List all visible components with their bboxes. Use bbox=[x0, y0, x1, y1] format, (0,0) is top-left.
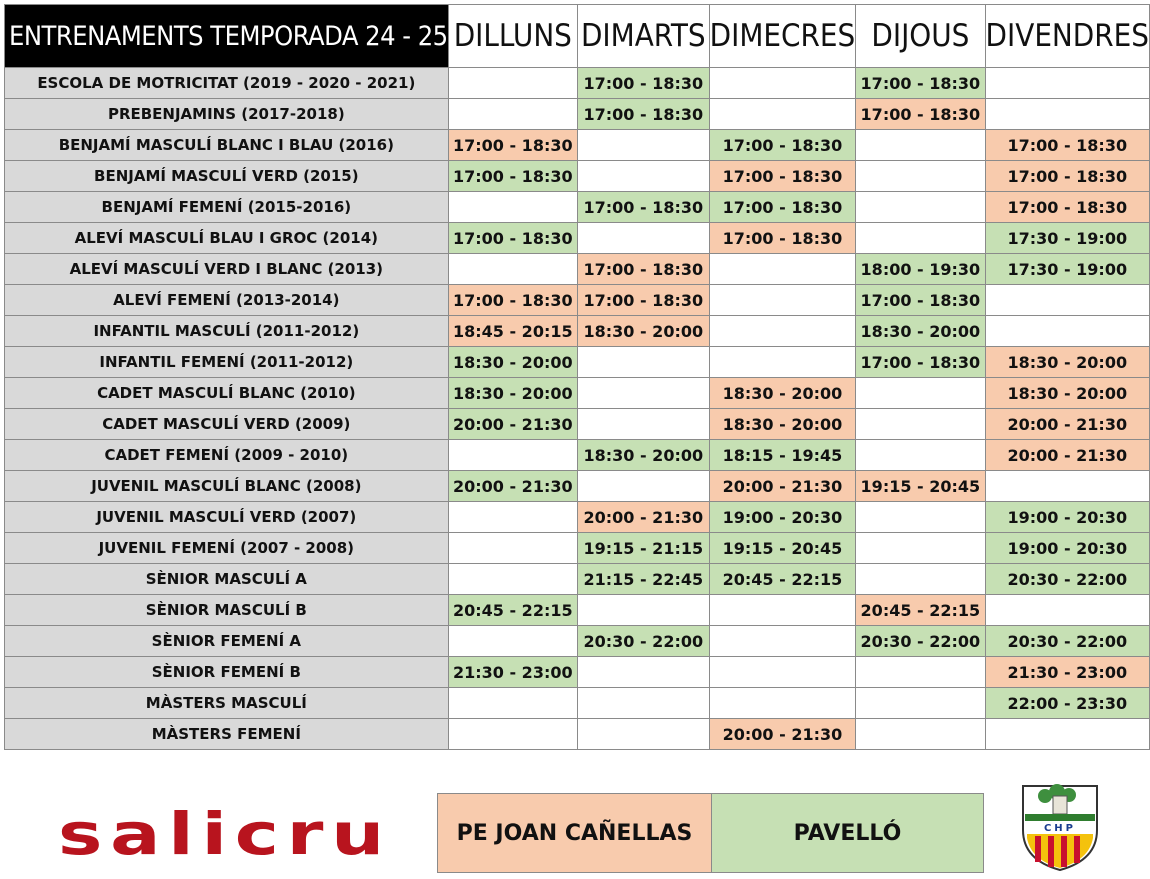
slot-friday-pav: 17:30 - 19:00 bbox=[985, 254, 1149, 285]
slot-friday-empty bbox=[985, 99, 1149, 130]
slot-tuesday-pav: 19:15 - 21:15 bbox=[577, 533, 709, 564]
slot-monday-pav: 17:00 - 18:30 bbox=[448, 223, 577, 254]
slot-thursday-pav: 17:00 - 18:30 bbox=[856, 68, 985, 99]
slot-wednesday-pe: 18:30 - 20:00 bbox=[709, 409, 856, 440]
slot-wednesday-pe: 20:00 - 21:30 bbox=[709, 719, 856, 750]
slot-monday-pe: 17:00 - 18:30 bbox=[448, 130, 577, 161]
table-row bbox=[5, 533, 1150, 564]
slot-tuesday-pav: 17:00 - 18:30 bbox=[577, 68, 709, 99]
slot-wednesday-pav: 20:45 - 22:15 bbox=[709, 564, 856, 595]
team-name: SÈNIOR FEMENÍ A bbox=[5, 626, 449, 657]
table-row bbox=[5, 192, 1150, 223]
schedule-title: ENTRENAMENTS TEMPORADA 24 - 25 bbox=[5, 5, 449, 68]
slot-thursday-pav: 17:00 - 18:30 bbox=[856, 347, 985, 378]
slot-tuesday-pe: 18:30 - 20:00 bbox=[577, 316, 709, 347]
team-name: SÈNIOR MASCULÍ B bbox=[5, 595, 449, 626]
slot-monday-pav: 20:00 - 21:30 bbox=[448, 471, 577, 502]
slot-thursday-pav: 18:00 - 19:30 bbox=[856, 254, 985, 285]
slot-thursday-pav: 20:30 - 22:00 bbox=[856, 626, 985, 657]
slot-tuesday-empty bbox=[577, 409, 709, 440]
schedule-table bbox=[4, 4, 1150, 750]
table-row bbox=[5, 254, 1150, 285]
slot-wednesday-pe: 18:30 - 20:00 bbox=[709, 378, 856, 409]
slot-thursday-empty bbox=[856, 657, 985, 688]
slot-friday-pav: 17:30 - 19:00 bbox=[985, 223, 1149, 254]
slot-wednesday-empty bbox=[709, 595, 856, 626]
table-row bbox=[5, 440, 1150, 471]
slot-friday-pe: 17:00 - 18:30 bbox=[985, 192, 1149, 223]
table-row bbox=[5, 161, 1150, 192]
team-name: MÀSTERS MASCULÍ bbox=[5, 688, 449, 719]
team-name: ESCOLA DE MOTRICITAT (2019 - 2020 - 2021) bbox=[5, 68, 449, 99]
slot-monday-pav: 21:30 - 23:00 bbox=[448, 657, 577, 688]
salicru-logo bbox=[55, 810, 395, 860]
slot-thursday-empty bbox=[856, 161, 985, 192]
team-name: BENJAMÍ MASCULÍ BLANC I BLAU (2016) bbox=[5, 130, 449, 161]
slot-thursday-pav: 17:00 - 18:30 bbox=[856, 285, 985, 316]
sponsor-logo-text: salicru bbox=[58, 810, 392, 860]
slot-wednesday-empty bbox=[709, 626, 856, 657]
team-name: ALEVÍ MASCULÍ VERD I BLANC (2013) bbox=[5, 254, 449, 285]
slot-tuesday-empty bbox=[577, 471, 709, 502]
table-row bbox=[5, 316, 1150, 347]
team-name: JUVENIL MASCULÍ BLANC (2008) bbox=[5, 471, 449, 502]
slot-monday-pav: 18:30 - 20:00 bbox=[448, 378, 577, 409]
slot-tuesday-pe: 17:00 - 18:30 bbox=[577, 254, 709, 285]
team-name: JUVENIL FEMENÍ (2007 - 2008) bbox=[5, 533, 449, 564]
day-header-thursday: DIJOUS bbox=[856, 5, 985, 68]
slot-tuesday-pav: 20:30 - 22:00 bbox=[577, 626, 709, 657]
slot-wednesday-pe: 17:00 - 18:30 bbox=[709, 223, 856, 254]
slot-monday-empty bbox=[448, 564, 577, 595]
table-row bbox=[5, 130, 1150, 161]
slot-friday-pe: 20:00 - 21:30 bbox=[985, 440, 1149, 471]
slot-friday-empty bbox=[985, 595, 1149, 626]
slot-wednesday-empty bbox=[709, 657, 856, 688]
slot-thursday-empty bbox=[856, 440, 985, 471]
slot-friday-pav: 22:00 - 23:30 bbox=[985, 688, 1149, 719]
crest-letters: CHP bbox=[1043, 823, 1077, 834]
slot-thursday-empty bbox=[856, 378, 985, 409]
slot-tuesday-empty bbox=[577, 719, 709, 750]
table-row bbox=[5, 99, 1150, 130]
slot-wednesday-pav: 18:15 - 19:45 bbox=[709, 440, 856, 471]
slot-thursday-empty bbox=[856, 502, 985, 533]
slot-tuesday-pe: 20:00 - 21:30 bbox=[577, 502, 709, 533]
team-name: SÈNIOR MASCULÍ A bbox=[5, 564, 449, 595]
team-name: PREBENJAMINS (2017-2018) bbox=[5, 99, 449, 130]
slot-thursday-empty bbox=[856, 223, 985, 254]
table-row bbox=[5, 688, 1150, 719]
slot-monday-empty bbox=[448, 502, 577, 533]
team-name: ALEVÍ MASCULÍ BLAU I GROC (2014) bbox=[5, 223, 449, 254]
table-row bbox=[5, 285, 1150, 316]
team-name: INFANTIL MASCULÍ (2011-2012) bbox=[5, 316, 449, 347]
table-row bbox=[5, 409, 1150, 440]
slot-wednesday-empty bbox=[709, 316, 856, 347]
day-header-wednesday: DIMECRES bbox=[709, 5, 856, 68]
slot-monday-empty bbox=[448, 688, 577, 719]
slot-thursday-pe: 20:45 - 22:15 bbox=[856, 595, 985, 626]
slot-tuesday-pav: 21:15 - 22:45 bbox=[577, 564, 709, 595]
slot-thursday-empty bbox=[856, 719, 985, 750]
slot-friday-empty bbox=[985, 285, 1149, 316]
schedule-body bbox=[5, 68, 1150, 750]
slot-friday-pe: 17:00 - 18:30 bbox=[985, 161, 1149, 192]
slot-thursday-empty bbox=[856, 533, 985, 564]
table-row bbox=[5, 347, 1150, 378]
team-name: BENJAMÍ FEMENÍ (2015-2016) bbox=[5, 192, 449, 223]
slot-tuesday-pav: 17:00 - 18:30 bbox=[577, 192, 709, 223]
slot-wednesday-pav: 17:00 - 18:30 bbox=[709, 192, 856, 223]
slot-tuesday-empty bbox=[577, 688, 709, 719]
slot-wednesday-pav: 19:15 - 20:45 bbox=[709, 533, 856, 564]
day-header-monday: DILLUNS bbox=[448, 5, 577, 68]
slot-monday-empty bbox=[448, 254, 577, 285]
table-row bbox=[5, 595, 1150, 626]
slot-tuesday-empty bbox=[577, 595, 709, 626]
slot-monday-pav: 18:30 - 20:00 bbox=[448, 347, 577, 378]
slot-thursday-pav: 18:30 - 20:00 bbox=[856, 316, 985, 347]
team-name: MÀSTERS FEMENÍ bbox=[5, 719, 449, 750]
slot-wednesday-empty bbox=[709, 68, 856, 99]
slot-wednesday-empty bbox=[709, 347, 856, 378]
slot-friday-pav: 20:30 - 22:00 bbox=[985, 626, 1149, 657]
table-row bbox=[5, 223, 1150, 254]
slot-tuesday-pav: 18:30 - 20:00 bbox=[577, 440, 709, 471]
slot-monday-pe: 18:45 - 20:15 bbox=[448, 316, 577, 347]
header-row bbox=[5, 5, 1150, 68]
slot-friday-pe: 20:00 - 21:30 bbox=[985, 409, 1149, 440]
table-row bbox=[5, 657, 1150, 688]
slot-friday-empty bbox=[985, 719, 1149, 750]
club-crest-icon bbox=[1015, 780, 1105, 872]
table-row bbox=[5, 719, 1150, 750]
slot-wednesday-pav: 19:00 - 20:30 bbox=[709, 502, 856, 533]
slot-friday-pe: 17:00 - 18:30 bbox=[985, 130, 1149, 161]
slot-thursday-empty bbox=[856, 130, 985, 161]
slot-friday-pav: 19:00 - 20:30 bbox=[985, 533, 1149, 564]
team-name: CADET MASCULÍ BLANC (2010) bbox=[5, 378, 449, 409]
slot-friday-empty bbox=[985, 471, 1149, 502]
slot-monday-empty bbox=[448, 719, 577, 750]
slot-wednesday-pe: 17:00 - 18:30 bbox=[709, 161, 856, 192]
team-name: INFANTIL FEMENÍ (2011-2012) bbox=[5, 347, 449, 378]
slot-friday-empty bbox=[985, 316, 1149, 347]
slot-tuesday-empty bbox=[577, 378, 709, 409]
slot-tuesday-pe: 17:00 - 18:30 bbox=[577, 285, 709, 316]
slot-monday-empty bbox=[448, 68, 577, 99]
slot-wednesday-pe: 20:00 - 21:30 bbox=[709, 471, 856, 502]
slot-thursday-empty bbox=[856, 409, 985, 440]
slot-thursday-pe: 19:15 - 20:45 bbox=[856, 471, 985, 502]
slot-thursday-pe: 17:00 - 18:30 bbox=[856, 99, 985, 130]
table-row bbox=[5, 564, 1150, 595]
team-name: SÈNIOR FEMENÍ B bbox=[5, 657, 449, 688]
slot-friday-pe: 18:30 - 20:00 bbox=[985, 378, 1149, 409]
slot-monday-pav: 20:45 - 22:15 bbox=[448, 595, 577, 626]
slot-monday-empty bbox=[448, 192, 577, 223]
slot-monday-pav: 20:00 - 21:30 bbox=[448, 409, 577, 440]
table-row bbox=[5, 502, 1150, 533]
team-name: CADET MASCULÍ VERD (2009) bbox=[5, 409, 449, 440]
slot-friday-empty bbox=[985, 68, 1149, 99]
table-row bbox=[5, 68, 1150, 99]
slot-wednesday-empty bbox=[709, 688, 856, 719]
slot-wednesday-empty bbox=[709, 254, 856, 285]
slot-tuesday-empty bbox=[577, 161, 709, 192]
slot-friday-pav: 20:30 - 22:00 bbox=[985, 564, 1149, 595]
legend-pe-joan-canellas: PE JOAN CAÑELLAS bbox=[437, 793, 712, 873]
slot-tuesday-pav: 17:00 - 18:30 bbox=[577, 99, 709, 130]
day-header-friday: DIVENDRES bbox=[985, 5, 1149, 68]
slot-monday-empty bbox=[448, 99, 577, 130]
slot-thursday-empty bbox=[856, 688, 985, 719]
slot-friday-pav: 19:00 - 20:30 bbox=[985, 502, 1149, 533]
team-name: ALEVÍ FEMENÍ (2013-2014) bbox=[5, 285, 449, 316]
slot-thursday-empty bbox=[856, 564, 985, 595]
slot-monday-pav: 17:00 - 18:30 bbox=[448, 161, 577, 192]
slot-wednesday-empty bbox=[709, 99, 856, 130]
team-name: BENJAMÍ MASCULÍ VERD (2015) bbox=[5, 161, 449, 192]
slot-monday-pe: 17:00 - 18:30 bbox=[448, 285, 577, 316]
slot-wednesday-pav: 17:00 - 18:30 bbox=[709, 130, 856, 161]
slot-friday-pe: 18:30 - 20:00 bbox=[985, 347, 1149, 378]
slot-wednesday-empty bbox=[709, 285, 856, 316]
slot-tuesday-empty bbox=[577, 223, 709, 254]
slot-tuesday-empty bbox=[577, 347, 709, 378]
slot-monday-empty bbox=[448, 533, 577, 564]
slot-monday-empty bbox=[448, 626, 577, 657]
day-header-tuesday: DIMARTS bbox=[577, 5, 709, 68]
slot-friday-pe: 21:30 - 23:00 bbox=[985, 657, 1149, 688]
table-row bbox=[5, 471, 1150, 502]
slot-thursday-empty bbox=[856, 192, 985, 223]
slot-monday-empty bbox=[448, 440, 577, 471]
slot-tuesday-empty bbox=[577, 130, 709, 161]
team-name: JUVENIL MASCULÍ VERD (2007) bbox=[5, 502, 449, 533]
table-row bbox=[5, 626, 1150, 657]
legend-pavello: PAVELLÓ bbox=[711, 793, 984, 873]
team-name: CADET FEMENÍ (2009 - 2010) bbox=[5, 440, 449, 471]
table-row bbox=[5, 378, 1150, 409]
slot-tuesday-empty bbox=[577, 657, 709, 688]
